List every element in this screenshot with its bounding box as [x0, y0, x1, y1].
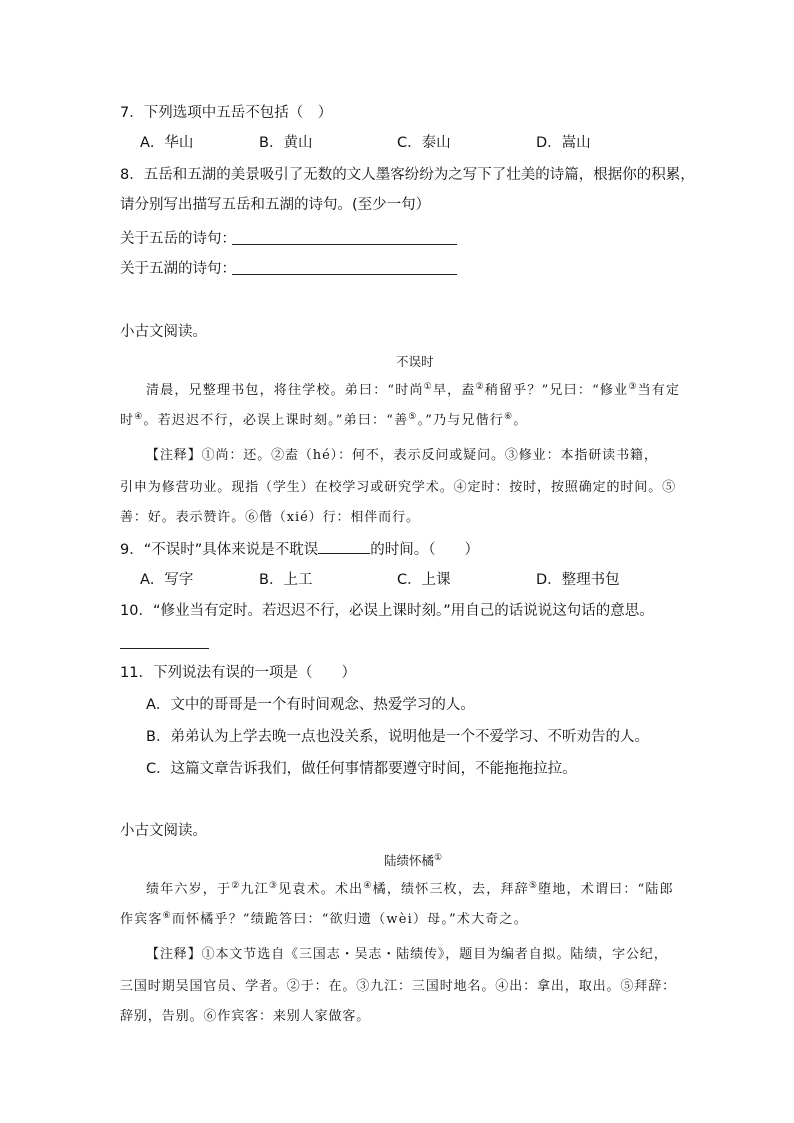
q10-stem: 10．“修业当有定时。若迟迟不行，必误上课时刻。”用自己的话说说这句话的意思。: [120, 603, 654, 619]
q9-option-a[interactable]: A．写字: [140, 572, 194, 588]
section2-body-line1: 绩年六岁，于②九江③见袁术。术出④橘，绩怀三枚，去，拜辞⑤堕地，术谓曰：“陆郎: [146, 881, 674, 897]
q11-option-c[interactable]: C．这篇文章告诉我们，做任何事情都要遵守时间，不能拖拖拉拉。: [146, 761, 577, 777]
q8-line1: 8．五岳和五湖的美景吸引了无数的文人墨客纷纷为之写下了壮美的诗篇，根据你的积累，: [120, 167, 695, 183]
q7-stem: 7．下列选项中五岳不包括（ ）: [120, 105, 333, 121]
section1-heading: 小古文阅读。: [120, 324, 207, 340]
section1-body-line1: 清晨，兄整理书包，将往学校。弟曰：“时尚①早，盍②稍留乎？”兄曰：“修业③当有定: [146, 382, 681, 398]
q7-option-b[interactable]: B．黄山: [259, 135, 313, 151]
q9-option-b[interactable]: B．上工: [259, 572, 313, 588]
q11-option-a[interactable]: A．文中的哥哥是一个有时间观念、热爱学习的人。: [146, 697, 475, 713]
q9-answer-blank[interactable]: [318, 539, 370, 554]
q9-option-d[interactable]: D．整理书包: [536, 572, 620, 588]
section1-note-line3: 善：好。表示赞许。⑥偕（xié）行：相伴而行。: [120, 510, 420, 525]
q8-field2-label: 关于五湖的诗句：: [120, 261, 236, 277]
q7-option-d[interactable]: D．嵩山: [536, 135, 591, 151]
section2-heading: 小古文阅读。: [120, 823, 207, 839]
section2-title: 陆绩怀橘①: [384, 853, 443, 868]
q11-option-b[interactable]: B．弟弟认为上学去晚一点也没关系，说明他是一个不爱学习、不听劝告的人。: [146, 729, 649, 745]
q9-option-c[interactable]: C．上课: [397, 572, 451, 588]
section1-title: 不误时: [396, 354, 434, 369]
q10-answer-blank[interactable]: [120, 648, 209, 649]
section2-note-line3: 辞别，告别。⑥作宾客：来别人家做客。: [120, 1009, 371, 1024]
section2-note-line2: 三国时期吴国官员、学者。②于：在。③九江：三国时地名。④出：拿出，取出。⑤拜辞：: [120, 979, 677, 994]
q11-stem: 11．下列说法有误的一项是（ ）: [120, 665, 356, 681]
section1-note-line2: 引申为修营功业。现指（学生）在校学习或研究学术。④定时：按时，按照确定的时间。⑤: [120, 480, 677, 495]
q8-answer-blank-1[interactable]: [232, 244, 457, 245]
q8-answer-blank-2[interactable]: [232, 274, 457, 275]
section2-body-line2: 作宾客⑥而怀橘乎？”绩跪答曰：“欲归遗（wèi）母。”术大奇之。: [120, 911, 528, 927]
section2-note-line1: 【注释】①本文节选自《三国志・吴志・陆绩传》，题目为编者自拟。陆绩，字公纪，: [146, 947, 668, 962]
section1-body-line2: 时④。若迟迟不行，必误上课时刻。”弟曰：“善⑤。”乃与兄偕行⑥。: [120, 412, 528, 428]
section1-note-line1: 【注释】①尚：还。②盍（hé）：何不，表示反问或疑问。③修业：本指研读书籍，: [146, 448, 658, 463]
q7-option-a[interactable]: A．华山: [140, 135, 194, 151]
q9-stem: 9．“不误时”具体来说是不耽误 的时间。（ ）: [120, 539, 479, 560]
q8-line2: 请分别写出描写五岳和五湖的诗句。(至少一句）: [120, 197, 431, 213]
q7-option-c[interactable]: C．泰山: [397, 135, 451, 151]
q8-field1-label: 关于五岳的诗句：: [120, 231, 236, 247]
